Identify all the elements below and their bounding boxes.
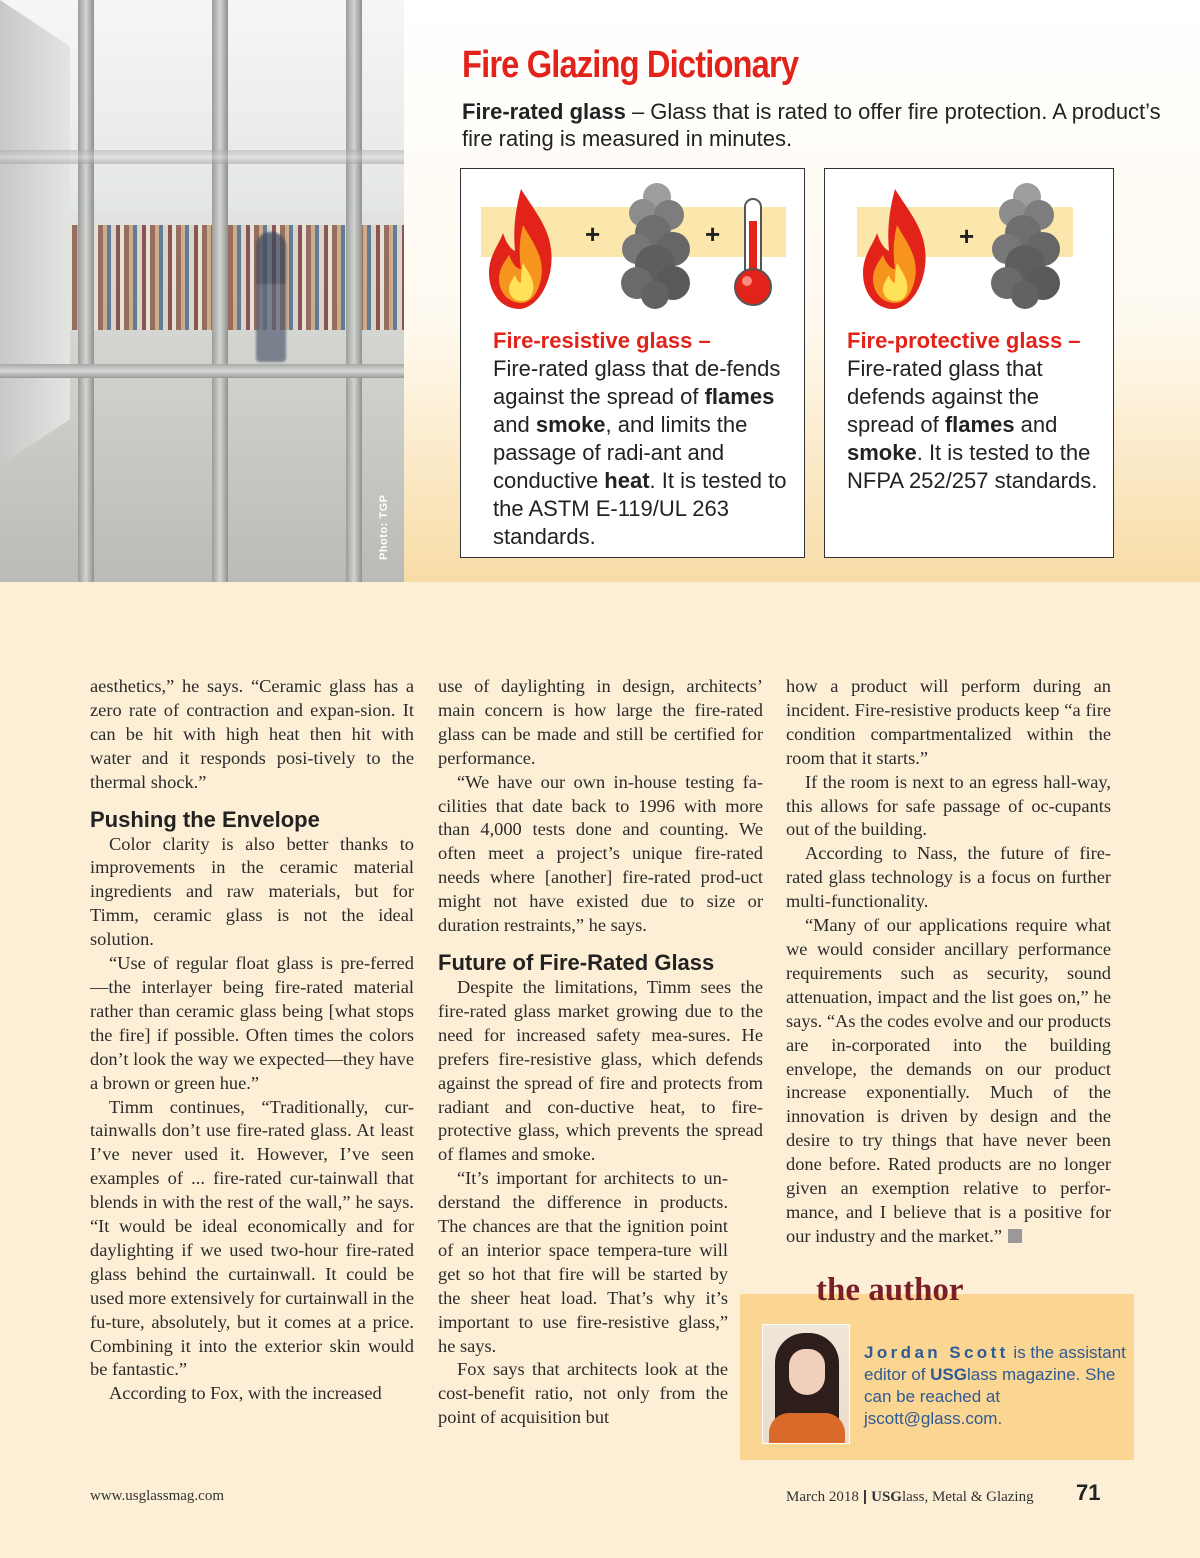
flame-icon xyxy=(859,185,931,313)
photo-mullion xyxy=(78,0,94,582)
author-name: Jordan Scott xyxy=(864,1343,1009,1362)
page-number: 71 xyxy=(1076,1480,1101,1505)
description-bold: heat xyxy=(604,468,650,493)
section-heading: Pushing the Envelope xyxy=(90,806,320,832)
author-bio-text: magazine. She can be reached at jscott@glass.com. xyxy=(864,1365,1116,1428)
plus-sign: + xyxy=(585,219,601,249)
paragraph: “Use of regular float glass is pre-ferred—the interlayer being fire-rated material rather than ceramic glass being [what stops the fire] if possible. Often times the colors don’t look the way we expected—they have a brown or green hue.” xyxy=(90,953,414,1093)
paragraph: use of daylighting in design, architects’ main concern is how large the fire-rated glass can be made and still be certified for performance. xyxy=(438,676,763,768)
paragraph: If the room is next to an egress hall-way, this allows for safe passage of oc-cupants out of the building. xyxy=(786,771,1111,840)
description-text: and xyxy=(1014,412,1058,437)
footer-issue xyxy=(786,1488,1034,1506)
author-heading: the author xyxy=(816,1272,964,1308)
author-photo-shirt xyxy=(769,1413,845,1444)
photo-person xyxy=(256,232,286,362)
photo-mullion xyxy=(346,0,362,582)
paragraph: “It’s important for architects to un-derstand the difference in products. The chances are that the ignition point of an interior space tempera-ture will get so hot that fire will be started by the sheer heat load. That’s why it’s important to use fire-resistive glass,” he says. xyxy=(438,1168,728,1356)
paragraph: Timm continues, “Traditionally, cur-tainwalls don’t use fire-rated glass. At least I’ve never used it. However, I’ve seen examples of ... fire-rated cur-tainwall that blends in with the rest of the wall,” he says. “It would be ideal economically and for daylighting if we used two-hour fire-rated glass behind the curtainwall. It could be used more extensively for curtainwall in the fu-ture, absolutely, but it comes at a price. Combining it into the exterior skin would be fantastic.” xyxy=(90,1096,414,1380)
paragraph: According to Fox, with the increased xyxy=(109,1383,382,1404)
fire-resistive-box xyxy=(460,168,805,558)
author-bio xyxy=(864,1342,1126,1430)
photo-mullion xyxy=(212,0,228,582)
smoke-icon xyxy=(987,179,1065,311)
article-column-2 xyxy=(438,675,763,1430)
article-column-1 xyxy=(90,675,414,1406)
description-text: , and limits the passage of radi-ant and conductive xyxy=(493,412,748,493)
definition-term: Fire-rated glass xyxy=(462,99,626,124)
article-column-3 xyxy=(786,675,1111,1249)
paragraph: Despite the limitations, Timm sees the fire-rated glass market growing due to the need for increased safety mea-sures. He prefers fire-resistive glass, which defends against the spread of fire and protects from radiant and con-ductive heat, to fire-protective glass, which prevents the spread of flames and smoke. xyxy=(438,976,763,1165)
author-brand-rest: lass xyxy=(967,1365,998,1384)
description-bold: smoke xyxy=(847,440,917,465)
fire-resistive-description xyxy=(493,327,793,551)
flame-icon xyxy=(485,185,557,313)
photo-credit: Photo: TGP xyxy=(378,494,390,560)
thermometer-icon xyxy=(731,195,775,309)
paragraph: According to Nass, the future of fire-rated glass technology is a focus on further multi-functionality. xyxy=(786,843,1111,912)
description-text: . It is tested to the ASTM E-119/UL 263 standards. xyxy=(493,468,787,549)
dictionary-definition xyxy=(462,98,1162,152)
library-photo xyxy=(0,0,404,582)
smoke-icon xyxy=(617,179,695,311)
description-text: Fire-rated glass that de-fends against the spread of xyxy=(493,356,781,409)
end-of-article-icon xyxy=(1008,1229,1022,1243)
section-heading: Future of Fire-Rated Glass xyxy=(438,949,715,975)
footer-separator: | xyxy=(862,1488,868,1505)
dictionary-title: Fire Glazing Dictionary xyxy=(462,44,799,86)
description-text: Fire-rated glass that defends against the spread of xyxy=(847,356,1043,437)
fire-resistive-term: Fire-resistive glass – xyxy=(493,328,711,353)
fire-protective-box xyxy=(824,168,1114,558)
issue-date: March 2018 xyxy=(786,1489,859,1505)
paragraph: Color clarity is also better thanks to improvements in the ceramic material ingredients and raw materials, but for Timm, ceramic glass is not the ideal solution. xyxy=(90,833,414,950)
paragraph xyxy=(786,914,1111,1249)
description-bold: flames xyxy=(704,384,775,409)
plus-sign: + xyxy=(959,221,975,251)
paragraph: Fox says that architects look at the cost-benefit ratio, not only from the point of acquisition but xyxy=(438,1359,728,1428)
fire-protective-description xyxy=(847,327,1109,495)
description-bold: flames xyxy=(944,412,1015,437)
description-text: and xyxy=(493,412,536,437)
paragraph: how a product will perform during an incident. Fire-resistive products keep “a fire condition compartmentalized within the room that it starts.” xyxy=(786,676,1111,768)
author-photo xyxy=(762,1324,850,1444)
paragraph: aesthetics,” he says. “Ceramic glass has a zero rate of contraction and expan-sion. It can be hit with high heat then hit with water and it responds posi-tively to the thermal shock.” xyxy=(90,676,414,792)
plus-sign: + xyxy=(705,219,721,249)
author-bio-text: is the assistant editor of xyxy=(864,1343,1126,1384)
author-brand-bold: USG xyxy=(930,1365,967,1384)
magazine-brand-bold: USG xyxy=(871,1489,902,1505)
author-photo-face xyxy=(789,1349,825,1395)
photo-transom xyxy=(0,364,404,378)
description-bold: smoke xyxy=(535,412,606,437)
paragraph: “We have our own in-house testing fa-cilities that date back to 1996 with more than 4,000 tests done and counting. We often meet a project’s unique fire-rated needs where [another] fire-rated prod-uct might not have existed due to size or duration restraints,” he says. xyxy=(438,771,763,936)
fire-protective-term: Fire-protective glass – xyxy=(847,328,1081,353)
fire-glazing-dictionary xyxy=(404,0,1200,582)
photo-transom xyxy=(0,150,404,164)
description-text: . It is tested to the NFPA 252/257 standards. xyxy=(847,440,1098,493)
paragraph-text: “Many of our applications require what we would consider ancillary performance requirements such as security, sound attenuation, impact and the list goes on,” he says. “As the codes evolve and our products are in-corporated into the building envelope, the demands on our product increase exponentially. Much of the innovation is driven by design and the desire to try things that have never been done before. Rated products are no longer given an exemption relative to perfor-mance, and I believe that is a positive for our industry and the market.” xyxy=(786,915,1111,1246)
footer-url: www.usglassmag.com xyxy=(90,1488,225,1504)
definition-text: – Glass that is rated to offer fire protection. A product’s fire rating is measured in minutes. xyxy=(462,99,1161,151)
magazine-brand-rest: lass, Metal & Glazing xyxy=(901,1489,1034,1505)
author-box xyxy=(740,1294,1134,1460)
